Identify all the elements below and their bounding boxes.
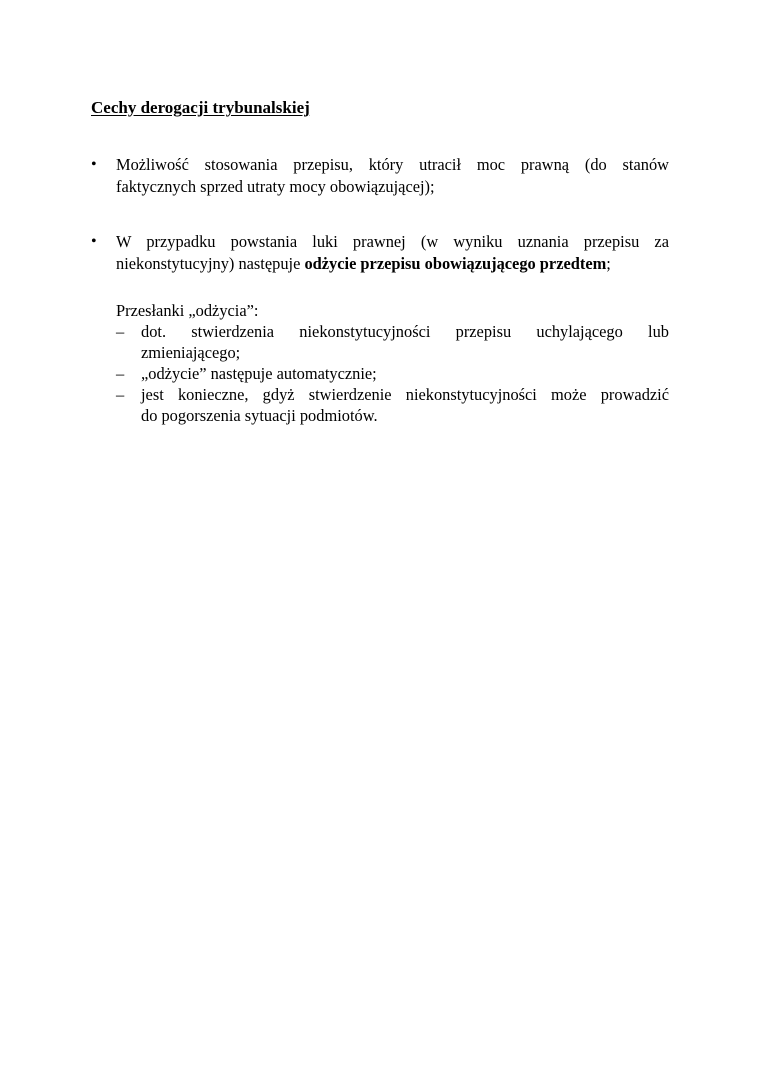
bullet-line: faktycznych sprzed utraty mocy obowiązującej);: [116, 177, 435, 196]
premise-line: do pogorszenia sytuacji podmiotów.: [141, 406, 378, 425]
bullet-line: W przypadku powstania luki prawnej (w wyniku uznania przepisu za: [116, 232, 669, 251]
bullet-text: [116, 231, 669, 275]
premise-line: zmieniającego;: [141, 343, 241, 362]
bullet-marker: •: [91, 233, 97, 250]
bullet-item-1: [91, 154, 669, 198]
premise-item-1: [116, 321, 669, 363]
bullet-line-plain: niekonstytucyjny) następuje: [116, 254, 305, 273]
premise-line: jest konieczne, gdyż stwierdzenie niekonstytucyjności może prowadzić: [141, 385, 669, 404]
premise-item-2: [116, 363, 669, 384]
premise-item-3: [116, 384, 669, 426]
bullet-text: [116, 154, 669, 198]
bullet-line: Możliwość stosowania przepisu, który utracił moc prawną (do stanów: [116, 155, 669, 174]
premises-section: [116, 300, 669, 426]
dash-marker: –: [116, 385, 125, 404]
dash-marker: –: [116, 322, 125, 341]
premise-line: „odżycie” następuje automatycznie;: [141, 364, 377, 383]
premises-heading: Przesłanki „odżycia”:: [116, 301, 259, 320]
bullet-line-bold: odżycie przepisu obowiązującego przedtem: [304, 254, 607, 273]
bullet-item-2: [91, 231, 669, 275]
bullet-line: [116, 253, 669, 275]
dash-marker: –: [116, 364, 125, 383]
premise-line: dot. stwierdzenia niekonstytucyjności przepisu uchylającego lub: [141, 322, 669, 341]
page-title: Cechy derogacji trybunalskiej: [91, 98, 310, 117]
bullet-line-end: ;: [606, 254, 611, 273]
bullet-marker: •: [91, 156, 97, 173]
